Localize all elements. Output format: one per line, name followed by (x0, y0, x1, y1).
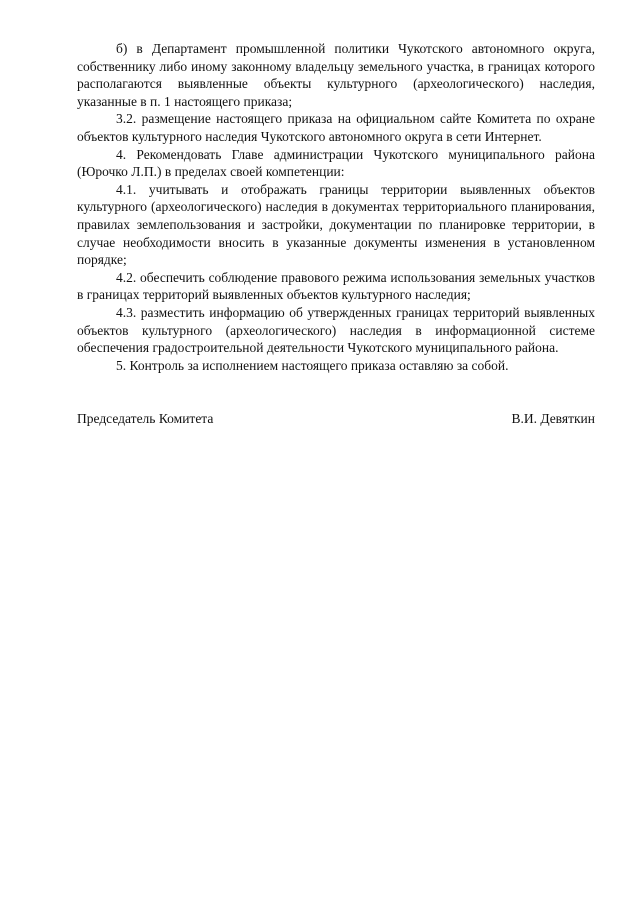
signatory-name: В.И. Девяткин (511, 411, 595, 426)
paragraph-4: 4. Рекомендовать Главе администрации Чукотского муниципального района (Юрочко Л.П.) в пределах своей компетенции: (77, 146, 595, 180)
document-body (77, 40, 595, 374)
paragraph-4-1: 4.1. учитывать и отображать границы территории выявленных объектов культурного (археологического) наследия в документах территориального планирования, правилах землепользования и застройки, документации по планировке территории, в случае необходимости вносить в указанные документы изменения в установленном порядке; (77, 181, 595, 268)
paragraph-3-2: 3.2. размещение настоящего приказа на официальном сайте Комитета по охране объектов культурного наследия Чукотского автономного округа в сети Интернет. (77, 111, 595, 144)
paragraph-b-department: б) в Департамент промышленной политики Чукотского автономного округа, собственнику либо иному законному владельцу земельного участка, в границах которого располагаются выявленные объекты культурного (археологического) наследия, указанные в п. 1 настоящего приказа; (77, 41, 595, 109)
signature-block (77, 410, 595, 428)
paragraph-4-2: 4.2. обеспечить соблюдение правового режима использования земельных участков в границах территорий выявленных объектов культурного наследия; (77, 269, 595, 303)
paragraph-5: 5. Контроль за исполнением настоящего приказа оставляю за собой. (116, 357, 509, 373)
signatory-position: Председатель Комитета (77, 411, 214, 426)
paragraph-4-3: 4.3. разместить информацию об утвержденных границах территорий выявленных объектов культурного (археологического) наследия в информационной системе обеспечения градостроительной деятельности Чукотского муниципального района. (77, 304, 595, 356)
